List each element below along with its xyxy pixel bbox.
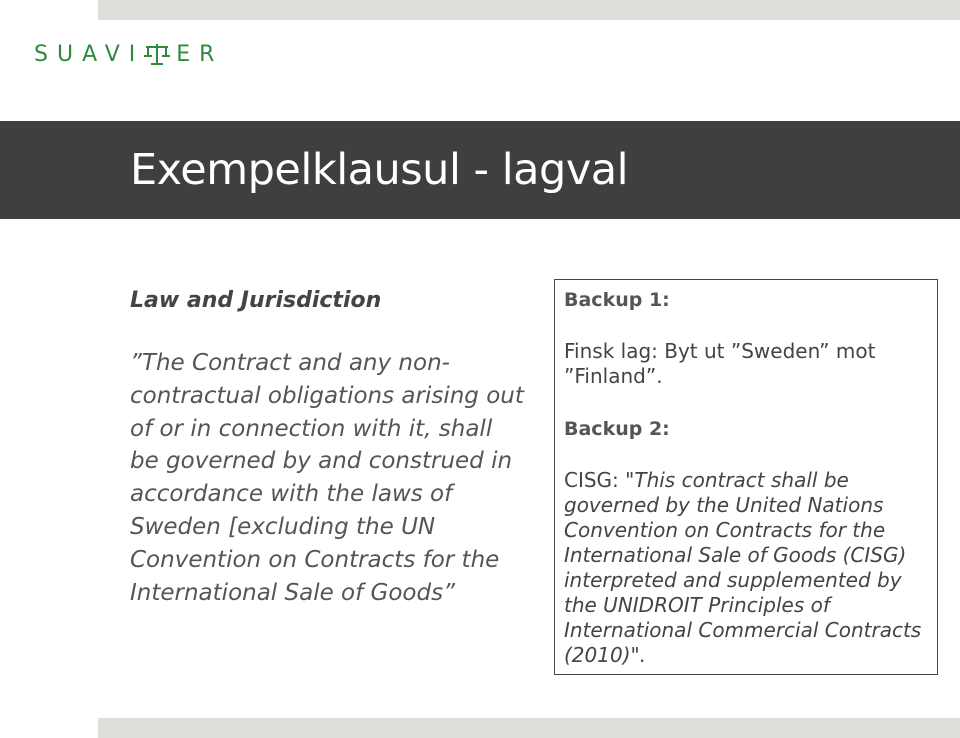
backup2-body: "This contract shall be governed by the United Nations Convention on Contracts for the International Sale of Goods (CISG) interpreted and supplemented by the UNIDROIT Principles of International Commercial Contracts (2010)". — [564, 468, 922, 667]
bottom-decor-strip — [98, 718, 960, 738]
backup2-text — [564, 468, 929, 668]
scales-icon — [142, 41, 172, 67]
law-clause-column — [130, 284, 525, 609]
backup-box — [554, 279, 938, 675]
logo-text-left: SUAVI — [34, 41, 145, 67]
backup1-label: Backup 1: — [564, 289, 670, 311]
section-heading: Law and Jurisdiction — [130, 288, 382, 313]
backup1-text: Finsk lag: Byt ut ”Sweden” mot ”Finland”. — [564, 339, 876, 388]
clause-quote: ”The Contract and any non-contractual obligations arising out of or in connection with it, shall be governed by and construed in accordance with the laws of Sweden [excluding the UN Convention on Contracts for the International Sale of Goods” — [130, 350, 524, 606]
logo-text-right: ER — [176, 41, 224, 67]
backup2-lead: CISG: — [564, 468, 626, 492]
slide-title: Exempelklausul - lagval — [130, 145, 629, 195]
backup2-label: Backup 2: — [564, 418, 670, 440]
suavis-logo — [34, 40, 223, 68]
top-decor-strip — [98, 0, 960, 20]
